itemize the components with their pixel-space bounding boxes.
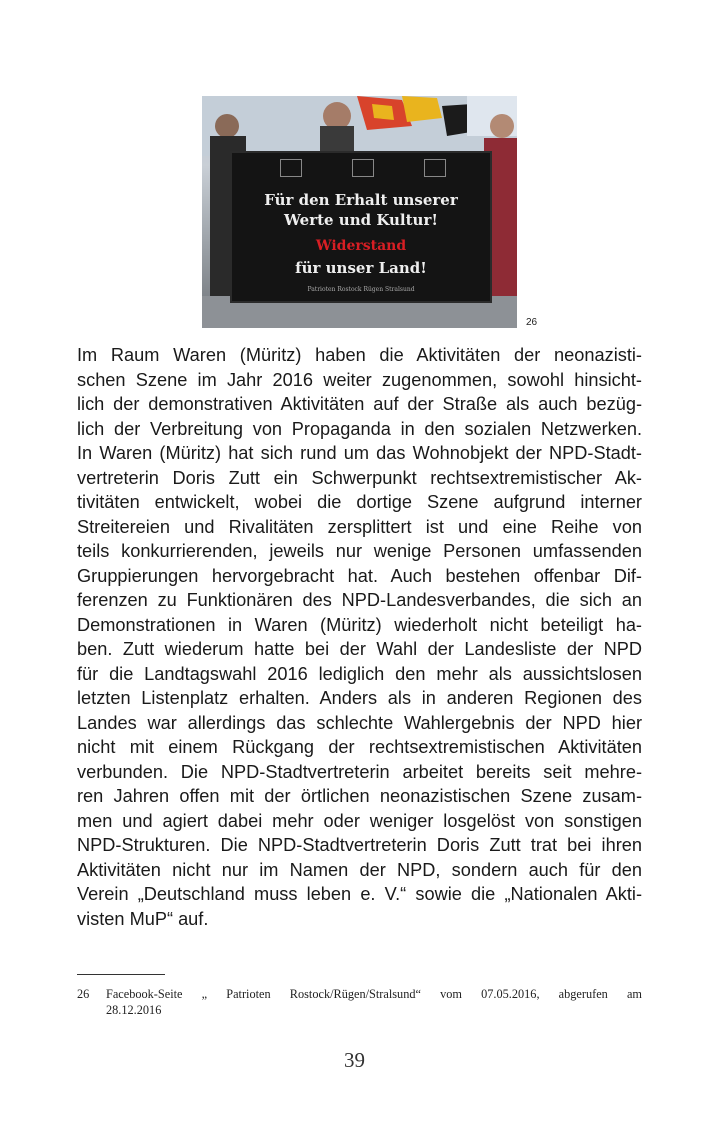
text-line: verbunden. Die NPD-Stadtvertreterin arbeitet bereits seit mehre- xyxy=(77,761,642,782)
text-line: ferenzen zu Funktionären des NPD-Landesverbandes, die sich an xyxy=(77,590,642,610)
text-line: lich der Verbreitung von Propaganda in den sozialen Netzwerken. xyxy=(77,418,642,439)
text-line: ren Jahren offen mit der örtlichen neonazistischen Szene zusam- xyxy=(77,786,642,806)
text-line: Streitereien und Rivalitäten zersplittert ist und eine Reihe von xyxy=(77,516,642,537)
banner-emblem xyxy=(424,159,446,177)
text-line: Landes war allerdings das schlechte Wahlergebnis der NPD hier xyxy=(77,712,642,733)
banner-text-line: Werte und Kultur! xyxy=(284,211,438,229)
text-line: letzten Listenplatz erhalten. Anders als in anderen Regionen des xyxy=(77,688,642,708)
banner-emblem xyxy=(280,159,302,177)
text-line: tivitäten entwickelt, wobei die dortige Szene aufgrund interner xyxy=(77,492,642,512)
text-line: für die Landtagswahl 2016 lediglich den mehr als aussichtslosen xyxy=(77,663,642,684)
banner-emblem xyxy=(352,159,374,177)
protest-banner xyxy=(230,151,492,303)
text-line: teils konkurrierenden, jeweils nur wenige Personen umfassenden xyxy=(77,541,642,561)
banner-text-line: für unser Land! xyxy=(295,259,427,277)
text-line: lich der demonstrativen Aktivitäten auf der Straße als auch bezüg- xyxy=(77,394,642,414)
text-line: NPD-Strukturen. Die NPD-Stadtvertreterin Doris Zutt trat bei ihren xyxy=(77,835,642,855)
text-line: Demonstrationen in Waren (Müritz) wiederholt nicht beteiligt ha- xyxy=(77,614,642,635)
text-line: Gruppierungen hervorgebracht hat. Auch bestehen offenbar Dif- xyxy=(77,565,642,586)
body-paragraph xyxy=(77,343,642,931)
text-line: men und agiert dabei mehr oder weniger losgelöst von sonstigen xyxy=(77,810,642,831)
text-line: In Waren (Müritz) hat sich rund um das Wohnobjekt der NPD-Stadt- xyxy=(77,443,642,463)
banner-small-text: Patrioten Rostock Rügen Stralsund xyxy=(307,286,415,293)
text-line: nicht mit einem Rückgang der rechtsextremistischen Aktivitäten xyxy=(77,737,642,757)
page-number: 39 xyxy=(344,1048,365,1072)
footnote-reference: 26 xyxy=(526,317,538,328)
banner-text-line: Widerstand xyxy=(315,238,407,254)
text-line: visten MuP“ auf. xyxy=(77,908,209,929)
text-line: Im Raum Waren (Müritz) haben die Aktivitäten der neonazisti- xyxy=(77,345,642,365)
footnote-divider xyxy=(77,974,165,975)
text-line: schen Szene im Jahr 2016 weiter zugenommen, sowohl hinsicht- xyxy=(77,369,642,390)
text-line: Verein „Deutschland muss leben e. V.“ sowie die „Nationalen Akti- xyxy=(77,884,642,904)
footnote-number: 26 xyxy=(77,987,90,1001)
text-line: ben. Zutt wiederum hatte bei der Wahl der Landesliste der NPD xyxy=(77,639,642,659)
footnote-text: Facebook-Seite „ Patrioten Rostock/Rügen/Stralsund“ vom 07.05.2016, abgerufen am xyxy=(106,987,642,1001)
demonstration-photo xyxy=(202,96,517,328)
text-line: vertreterin Doris Zutt ein Schwerpunkt rechtsextremistischer Ak- xyxy=(77,467,642,488)
banner-text-line: Für den Erhalt unserer xyxy=(264,191,458,209)
footnote-text: 28.12.2016 xyxy=(106,1003,162,1017)
text-line: Aktivitäten nicht nur im Namen der NPD, sondern auch für den xyxy=(77,859,642,880)
